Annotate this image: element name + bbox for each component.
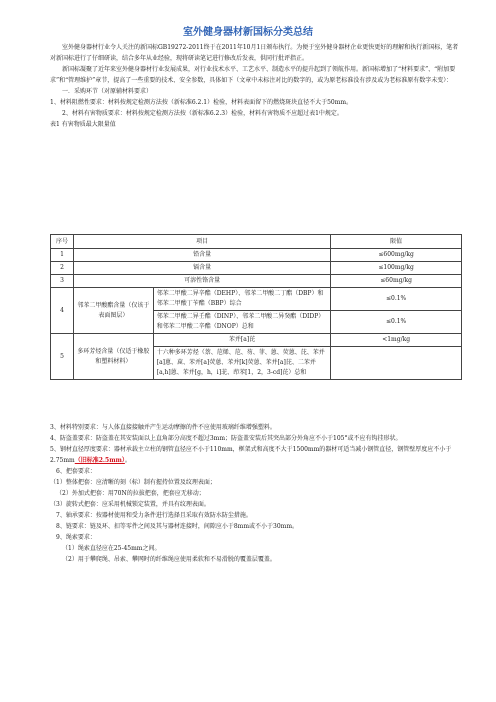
- cell-limit: ≤0.1%: [331, 311, 462, 334]
- header-no: 序号: [51, 235, 74, 249]
- item-7: 7、轴承要求：按器材使用和受力条件进行选择且采取有效防水防尘措施。: [56, 512, 252, 519]
- item-6-sub-3: （3）旋转式把套：应采用机械锁定装置，并具有纹理表面。: [50, 501, 210, 508]
- cell-no: 3: [51, 275, 74, 288]
- cell-no: 1: [51, 249, 74, 262]
- table-row: [51, 262, 462, 275]
- section-heading: 一．采购环节（对原辅材料要求）: [62, 88, 153, 95]
- cell-category: 邻苯二甲酸酯含量（仅该于表面图层）: [73, 288, 153, 334]
- item-3: 3、材料特别要求：与人体直接接触并产生运动摩擦的件不应使用玻璃纤维增强塑料。: [50, 424, 276, 431]
- intro-paragraph-2: 新国标凝聚了近年来室外健身器材行业发展成果，对行业技术水平、工艺水平、制造水平的提升起到了领航作用。新国标增加了“材料要求”、“附加要求”和“管理维护”章节，提高了一些重要的技术、安全参数，具体如下（文章中未标注对比的数字的，或为原老标准没有涉及或为老标准原有数字未变）：: [50, 66, 456, 84]
- table-row: [51, 334, 462, 347]
- cell-limit: ≤100mg/kg: [331, 262, 462, 275]
- cell-item: 邻苯二甲酸二异壬酯（DINP）、邻苯二甲酸二异癸酯（DIDP）和邻苯二甲酸二辛酯（DNOP）总和: [153, 311, 331, 334]
- cell-item: 铅含量: [73, 249, 330, 262]
- old-standard-note: （旧标准2.5mm）: [74, 457, 125, 464]
- cell-no: 4: [51, 288, 74, 334]
- table-row: [51, 288, 462, 311]
- item-5-text: 5、钢材直径厚度要求：器材承载主立柱的钢管直径应不小于110mm，框架式和高度不大于1500mm的器材可适当减小钢管直径，钢管壁厚度应不小于2.75mm: [50, 446, 452, 464]
- item-4: 4、防盗盖要求：防盗盖在其安装面以上直角部分高度不超过3mm；防盗盖安装后其突出部分外角应不小于105°或不应有钩挂形状。: [50, 435, 402, 442]
- page-title: 室外健身器材新国标分类总结: [183, 27, 313, 38]
- item-8: 8、链要求：链及环、扣等零件之间及其与器材连接时，间隙应小于8mm或不小于30mm。: [56, 523, 299, 530]
- cell-limit: ≤0.1%: [331, 288, 462, 311]
- cell-limit: ≤60mg/kg: [331, 275, 462, 288]
- cell-no: 2: [51, 262, 74, 275]
- item-9: 9、绳索要求：: [56, 534, 96, 541]
- header-item: 项目: [73, 235, 330, 249]
- intro-paragraph-1: 室外健身器材行业令人关注的新国标GB19272-2011终于在2011年10月1日颁布执行。为便于室外健身器材企业更快更好的理解和执行新国标，笔者对新国标进行了仔细研读，结合多年从业经验，现将研读笔记进行修改后发表，供同行批评指正。: [50, 44, 459, 62]
- header-limit: 限值: [331, 235, 462, 249]
- table-row: [51, 249, 462, 262]
- item-6-sub-1: （1）整体把套：应清晰的刻（标）制有握持位置及纹理表面；: [50, 479, 216, 486]
- item-5-end: 。: [124, 457, 131, 464]
- cell-category: 多环芳烃含量（仅适于橡胶和塑料材料）: [73, 334, 153, 380]
- table-row: [51, 275, 462, 288]
- item-5: [50, 444, 462, 466]
- table-caption: 表1 有害物质最大限量值: [50, 121, 116, 128]
- hazard-limit-table: [50, 234, 462, 380]
- item-9-sub-2: （2）用于攀爬绳、吊索、攀网时的纤维绳应使用柔软和不易滑脱的覆盖层覆盖。: [62, 556, 276, 563]
- cell-no: 5: [51, 334, 74, 380]
- top-text-block: [50, 42, 462, 130]
- cell-item: 可溶性铬含量: [73, 275, 330, 288]
- cell-item: 十六种多环芳烃（萘、苊烯、苊、芴、菲、蒽、荧蒽、芘、苯并[a]蒽、䓛、苯并[a]荧蒽、苯并[k]荧蒽、苯并[a]芘、二苯并[a,h]蒽、苯并[g，h，i]苝、茚苯[1，2，3-cd]芘）总和: [153, 347, 331, 380]
- table-header-row: [51, 235, 462, 249]
- item-9-sub-1: （1）绳索直径应在25-45mm之间。: [62, 545, 161, 552]
- cell-item: 邻苯二甲酸二异辛酯（DEHP）、邻苯二甲酸二丁酯（DBP）和邻苯二甲酸丁苄酯（BBP）综合: [153, 288, 331, 311]
- cell-limit: [331, 347, 462, 380]
- item-6: 6、把套要求：: [56, 468, 96, 475]
- bottom-text-block: [50, 422, 462, 565]
- item-1: 1、材料阻燃性要求：材料按规定检测方法按（新标准6.2.1）检验，材料表面留下的燃烧斑块直径不大于50mm。: [50, 99, 353, 106]
- cell-limit: ≤600mg/kg: [331, 249, 462, 262]
- cell-item: 苯并[a]芘: [153, 334, 331, 347]
- cell-item: 镉含量: [73, 262, 330, 275]
- item-2: 2、材料有害物质要求：材料按规定检测方法按（新标准6.2.3）检验，材料有害物质不应超过表1中规定。: [62, 110, 343, 117]
- item-6-sub-2: （2）外加式把套：用70N的拉拔把套，把套应无移动；: [56, 490, 205, 497]
- cell-limit: <1mg/kg: [331, 334, 462, 347]
